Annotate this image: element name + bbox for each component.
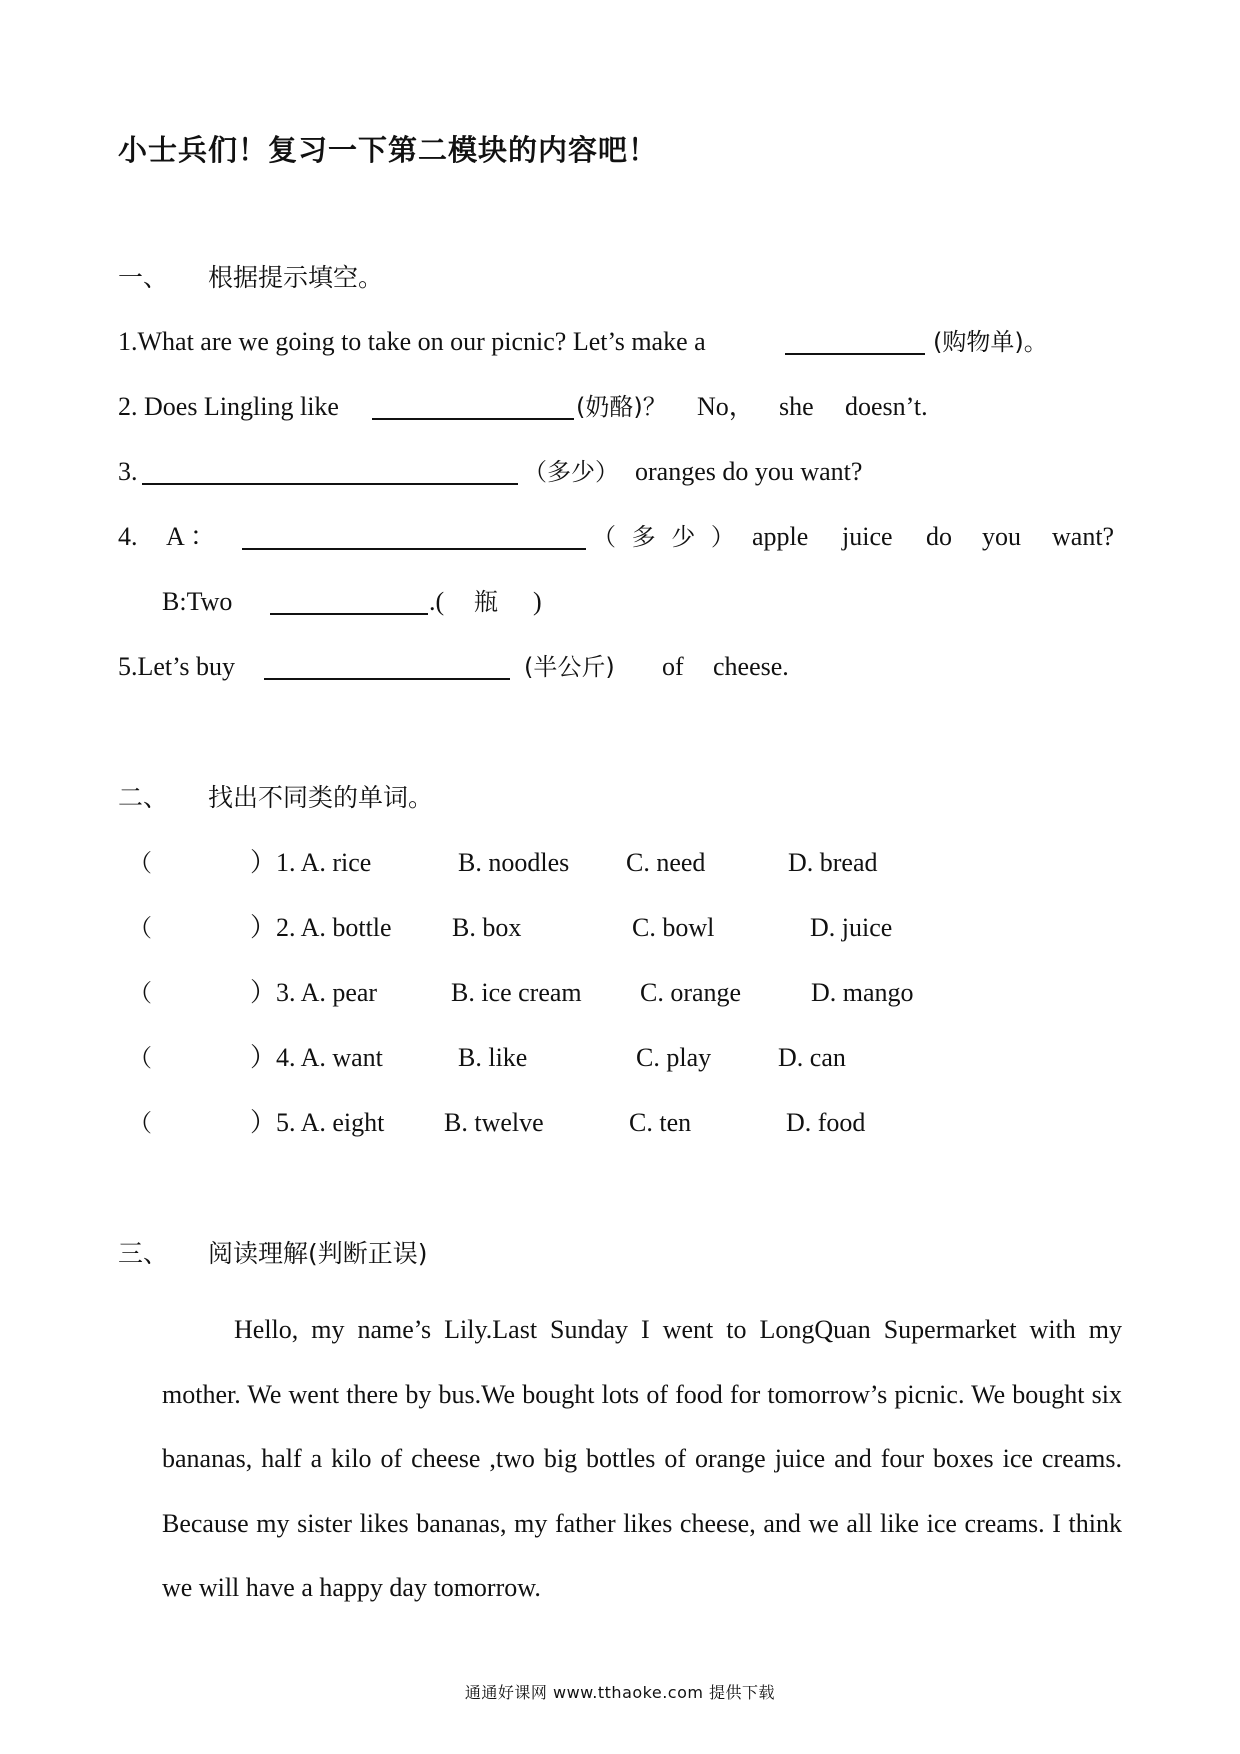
question-2 [0,387,1240,427]
question-4-speaker: A ： [166,522,216,551]
section1-number: 一、 [118,263,169,292]
question-4-number: 4. [118,522,138,551]
choice-row-c: C. orange [640,978,742,1007]
question-1-hint: (购物单)。 [933,328,1048,356]
choice-row [0,1103,1240,1143]
choice-row-c: C. need [626,848,706,877]
section3-title: 阅读理解(判断正误) [208,1239,428,1268]
choice-row-a: ）3. A. pear [250,978,378,1007]
question-4b [0,582,1240,622]
choice-row [0,843,1240,883]
answer-paren: （ [128,1044,152,1072]
question-2-text: 2. Does Lingling like [118,392,339,421]
question-4b-blank[interactable] [270,613,428,615]
question-2-answer-no: No， [697,392,755,421]
question-4-word-juice: juice [842,522,893,551]
choice-row-b: B. box [452,913,522,942]
choice-row-c: C. play [636,1043,712,1072]
question-5-word-of: of [662,652,684,681]
question-4-word-apple: apple [752,522,809,551]
reading-passage [162,1298,1122,1621]
question-1 [0,322,1240,362]
choice-row-d: D. bread [788,848,878,877]
question-2-answer-doesnt: doesn’t. [845,392,928,421]
question-4-hint: （ 多 少 ） [592,523,739,551]
answer-paren: （ [128,979,152,1007]
answer-paren: （ [128,914,152,942]
choice-row-c: C. bowl [632,913,715,942]
choice-row-a: ）4. A. want [250,1043,383,1072]
question-4-word-you: you [982,522,1021,551]
question-3-text: oranges do you want? [635,457,863,486]
question-2-answer-she: she [779,392,814,421]
section3-heading [0,1234,1240,1274]
question-5-hint: (半公斤) [524,653,615,681]
choice-row-a: ）2. A. bottle [250,913,392,942]
page-footer: 通通好课网 www.tthaoke.com 提供下载 [464,1683,776,1702]
question-3-hint: （多少） [523,458,619,486]
choice-row-b: B. twelve [444,1108,544,1137]
section2-title: 找出不同类的单词。 [208,783,434,812]
choice-row-d: D. mango [811,978,914,1007]
answer-paren: （ [128,1109,152,1137]
question-3-number: 3. [118,457,138,486]
question-2-blank[interactable] [372,418,574,420]
choice-row-b: B. like [458,1043,528,1072]
choice-row-c: C. ten [629,1108,692,1137]
question-5-text: 5.Let’s buy [118,652,235,681]
section1-title: 根据提示填空。 [208,263,384,292]
choice-row [0,973,1240,1013]
question-4b-hint: 瓶 [474,588,498,616]
question-5-word-cheese: cheese. [713,652,789,681]
question-1-blank[interactable] [785,353,925,355]
question-4-blank[interactable] [242,548,586,550]
question-4-word-want: want? [1052,522,1115,551]
choice-row-d: D. can [778,1043,846,1072]
question-3-blank[interactable] [142,483,518,485]
section3-number: 三、 [118,1239,169,1268]
choice-row-d: D. food [786,1108,866,1137]
question-4-word-do: do [926,522,952,551]
section2-heading [0,778,1240,818]
question-4b-close: ) [533,587,542,616]
question-5 [0,647,1240,687]
question-5-blank[interactable] [264,678,510,680]
question-3 [0,452,1240,492]
choice-row-b: B. ice cream [451,978,582,1007]
choice-row [0,1038,1240,1078]
section1-heading [0,258,1240,298]
choice-row-a: ）5. A. eight [250,1108,385,1137]
answer-paren: （ [128,849,152,877]
choice-row-d: D. juice [810,913,893,942]
question-4b-open: .( [429,587,445,616]
question-4b-speaker: B:Two [162,587,233,616]
question-4 [0,517,1240,557]
choice-row [0,908,1240,948]
choice-row-a: ）1. A. rice [250,848,372,877]
section2-number: 二、 [118,783,169,812]
page-title: 小士兵们！复习一下第二模块的内容吧！ [118,133,659,167]
reading-passage-text: Hello, my name’s Lily.Last Sunday I went to LongQuan Supermarket with my mother. We went there by bus.We bought lots of food for tomorrow’s picnic. We bought six bananas, half a kilo of cheese ,two big bottles of orange juice and four boxes ice creams. Because my sister likes bananas, my father likes cheese, and we all like ice creams. I think we will have a happy day tomorrow. [162,1315,1122,1602]
question-2-hint: (奶酪)？ [576,393,667,421]
question-1-text: 1.What are we going to take on our picnic? Let’s make a [118,327,706,356]
choice-row-b: B. noodles [458,848,570,877]
